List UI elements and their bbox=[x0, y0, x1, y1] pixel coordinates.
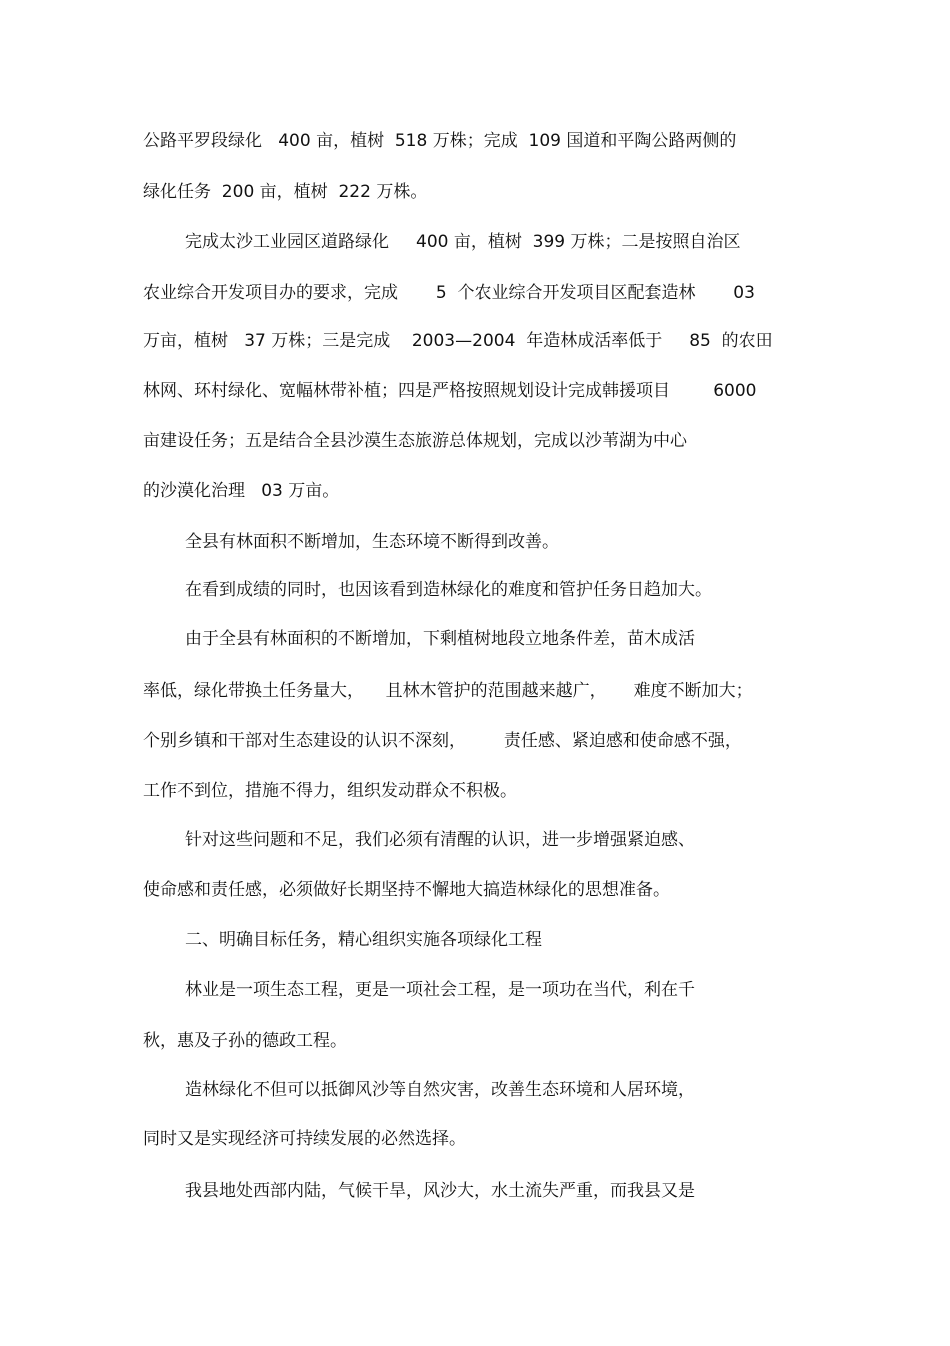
text-line: 工作不到位，措施不得力，组织发动群众不积极。 bbox=[143, 781, 517, 801]
text-line: 完成太沙工业园区道路绿化 400 亩，植树 399 万株；二是按照自治区 bbox=[185, 232, 741, 252]
section-heading: 二、明确目标任务，精心组织实施各项绿化工程 bbox=[185, 930, 542, 950]
text-line: 个别乡镇和干部对生态建设的认识不深刻， 责任感、紧迫感和使命感不强， bbox=[143, 731, 742, 751]
text-line: 由于全县有林面积的不断增加，下剩植树地段立地条件差，苗木成活 bbox=[185, 629, 695, 649]
text-line: 秋，惠及子孙的德政工程。 bbox=[143, 1031, 347, 1051]
text-line: 造林绿化不但可以抵御风沙等自然灾害，改善生态环境和人居环境， bbox=[185, 1080, 695, 1100]
text-line: 农业综合开发项目办的要求，完成 5 个农业综合开发项目区配套造林 03 bbox=[143, 283, 755, 303]
text-line: 林网、环村绿化、宽幅林带补植；四是严格按照规划设计完成韩援项目 6000 bbox=[143, 381, 757, 401]
text-line: 率低，绿化带换土任务量大， 且林木管护的范围越来越广， 难度不断加大； bbox=[143, 681, 753, 701]
text-line: 的沙漠化治理 03 万亩。 bbox=[143, 481, 340, 501]
text-line: 公路平罗段绿化 400 亩，植树 518 万株；完成 109 国道和平陶公路两侧的 bbox=[143, 131, 737, 151]
text-line: 全县有林面积不断增加，生态环境不断得到改善。 bbox=[185, 532, 559, 552]
text-line: 使命感和责任感，必须做好长期坚持不懈地大搞造林绿化的思想准备。 bbox=[143, 880, 670, 900]
text-line: 我县地处西部内陆，气候干旱，风沙大，水土流失严重，而我县又是 bbox=[185, 1181, 695, 1201]
text-line: 同时又是实现经济可持续发展的必然选择。 bbox=[143, 1129, 466, 1149]
text-line: 绿化任务 200 亩，植树 222 万株。 bbox=[143, 182, 428, 202]
text-line: 林业是一项生态工程，更是一项社会工程，是一项功在当代，利在千 bbox=[185, 980, 695, 1000]
text-line: 针对这些问题和不足，我们必须有清醒的认识，进一步增强紧迫感、 bbox=[185, 830, 695, 850]
text-line: 在看到成绩的同时，也因该看到造林绿化的难度和管护任务日趋加大。 bbox=[185, 580, 712, 600]
text-line: 亩建设任务；五是结合全县沙漠生态旅游总体规划，完成以沙苇湖为中心 bbox=[143, 431, 687, 451]
text-line: 万亩，植树 37 万株；三是完成 2003—2004 年造林成活率低于 85 的农田 bbox=[143, 331, 773, 351]
